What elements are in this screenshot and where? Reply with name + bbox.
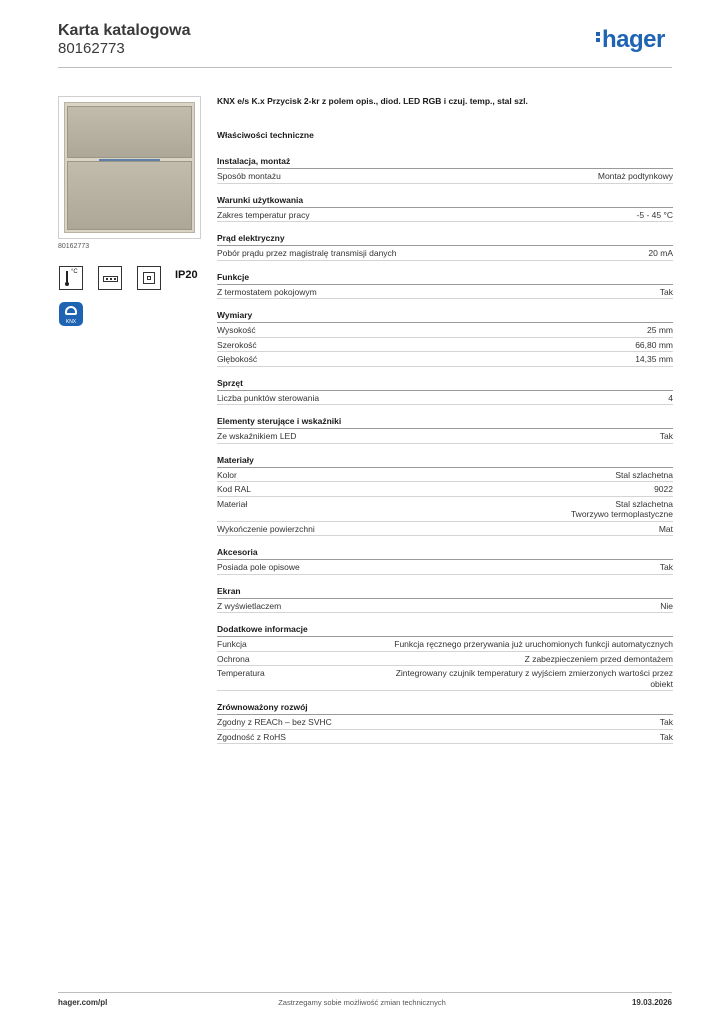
spec-section	[217, 586, 673, 614]
spec-section	[217, 156, 673, 184]
header-divider	[58, 67, 672, 68]
spec-value: 14,35 mm	[635, 354, 673, 364]
spec-section	[217, 455, 673, 537]
spec-section-title: Ekran	[217, 586, 673, 599]
spec-label: Zgodny z REACh – bez SVHC	[217, 717, 332, 727]
spec-section	[217, 233, 673, 261]
spec-label: Ochrona	[217, 653, 250, 664]
spec-value: Stal szlachetna Tworzywo termoplastyczne	[570, 498, 673, 519]
spec-row	[217, 429, 673, 444]
spec-section-title: Zrównoważony rozwój	[217, 702, 673, 715]
spec-label: Wysokość	[217, 325, 256, 335]
spec-section	[217, 624, 673, 691]
spec-section	[217, 272, 673, 300]
spec-row	[217, 391, 673, 406]
logo-text: hager	[602, 26, 665, 53]
product-image-caption: 80162773	[58, 243, 90, 250]
rocker-bottom	[67, 161, 192, 230]
spec-label: Zakres temperatur pracy	[217, 209, 310, 220]
specs-table	[217, 156, 673, 755]
spec-section-title: Materiały	[217, 455, 673, 468]
spec-row	[217, 715, 673, 730]
spec-value: Zintegrowany czujnik temperatury z wyjściem zmierzonych wartości przez obiekt	[395, 668, 673, 689]
spec-label: Z wyświetlaczem	[217, 600, 282, 611]
spec-row	[217, 652, 673, 667]
spec-row	[217, 560, 673, 575]
spec-section-title: Wymiary	[217, 310, 673, 323]
spec-value: Tak	[659, 286, 673, 297]
footer-date: 19.03.2026	[631, 998, 672, 1007]
spec-value: Tak	[659, 731, 673, 742]
spec-label: Kolor	[217, 469, 237, 480]
spec-row	[217, 169, 673, 184]
spec-value: Stal szlachetna	[615, 469, 673, 480]
ip-rating-badge: IP20	[175, 269, 198, 281]
rocker-top	[67, 106, 192, 158]
spec-row	[217, 522, 673, 537]
push-button-plate	[64, 102, 195, 233]
spec-section-title: Warunki użytkowania	[217, 195, 673, 208]
knx-label: KNX	[65, 319, 77, 325]
document-title: Karta katalogowa	[58, 22, 191, 39]
spec-value: 9022	[654, 484, 673, 494]
spec-label: Posiada pole opisowe	[217, 562, 300, 572]
spec-label: Materiał	[217, 498, 248, 509]
spec-section	[217, 378, 673, 406]
footer-divider	[58, 992, 672, 993]
spec-value: Tak	[659, 717, 673, 727]
spec-section-title: Instalacja, montaż	[217, 156, 673, 169]
hager-logo[interactable]	[596, 28, 665, 52]
spec-value: Funkcja ręcznego przerywania już uruchomionych funkcji automatycznych	[394, 639, 673, 649]
spec-label: Temperatura	[217, 668, 265, 678]
footer-link[interactable]: hager.com/pl	[58, 998, 108, 1007]
spec-row	[217, 599, 673, 614]
spec-value: Montaż podtynkowy	[597, 171, 673, 181]
spec-label: Z termostatem pokojowym	[217, 286, 317, 297]
spec-section-title: Sprzęt	[217, 378, 673, 391]
spec-value: -5 - 45 °C	[636, 209, 673, 220]
spec-label: Głębokość	[217, 354, 258, 364]
spec-section-title: Funkcje	[217, 272, 673, 285]
document-code: 80162773	[58, 40, 125, 57]
spec-section	[217, 195, 673, 223]
led-strip	[99, 159, 160, 161]
spec-section-title: Prąd elektryczny	[217, 233, 673, 246]
spec-value: 20 mA	[648, 248, 673, 258]
spec-row	[217, 482, 673, 497]
spec-row	[217, 246, 673, 261]
spec-row	[217, 285, 673, 300]
temp-unit-label: °C	[71, 269, 78, 275]
spec-row	[217, 338, 673, 353]
spec-label: Wykończenie powierzchni	[217, 523, 315, 534]
spec-row	[217, 468, 673, 483]
spec-label: Liczba punktów sterowania	[217, 392, 320, 403]
product-title: KNX e/s K.x Przycisk 2-kr z polem opis., diod. LED RGB i czuj. temp., stal szl.	[217, 96, 528, 106]
spec-value: Tak	[659, 431, 673, 441]
spec-section	[217, 547, 673, 575]
spec-value: 25 mm	[647, 325, 673, 335]
spec-label: Funkcja	[217, 639, 247, 649]
spec-label: Sposób montażu	[217, 171, 281, 181]
spec-section-title: Elementy sterujące i wskaźniki	[217, 416, 673, 429]
logo-dots-icon	[596, 30, 601, 44]
thermometer-icon	[59, 266, 83, 290]
spec-row	[217, 497, 673, 522]
spec-label: Ze wskaźnikiem LED	[217, 431, 297, 441]
spec-value: Z zabezpieczeniem przed demontażem	[524, 653, 673, 664]
spec-value: 4	[668, 392, 673, 403]
spec-value: 66,80 mm	[635, 339, 673, 350]
product-image	[58, 96, 201, 239]
spec-row	[217, 730, 673, 745]
spec-section	[217, 416, 673, 444]
spec-header: Właściwości techniczne	[217, 130, 314, 140]
spec-value: Mat	[658, 523, 673, 534]
knx-logo-icon	[59, 302, 83, 326]
spec-label: Szerokość	[217, 339, 257, 350]
spec-row	[217, 352, 673, 367]
spec-label: Pobór prądu przez magistralę transmisji danych	[217, 248, 397, 258]
spec-section-title: Dodatkowe informacje	[217, 624, 673, 637]
spec-row	[217, 208, 673, 223]
spec-section	[217, 310, 673, 367]
spec-row	[217, 323, 673, 338]
footer-disclaimer: Zastrzegamy sobie możliwość zmian technicznych	[278, 998, 446, 1007]
bus-connection-icon	[98, 266, 122, 290]
spec-label: Kod RAL	[217, 484, 252, 494]
flush-mount-icon	[137, 266, 161, 290]
spec-label: Zgodność z RoHS	[217, 731, 286, 742]
spec-section-title: Akcesoria	[217, 547, 673, 560]
spec-value: Tak	[659, 562, 673, 572]
spec-row	[217, 637, 673, 652]
spec-row	[217, 666, 673, 691]
spec-value: Nie	[660, 600, 673, 611]
spec-section	[217, 702, 673, 744]
